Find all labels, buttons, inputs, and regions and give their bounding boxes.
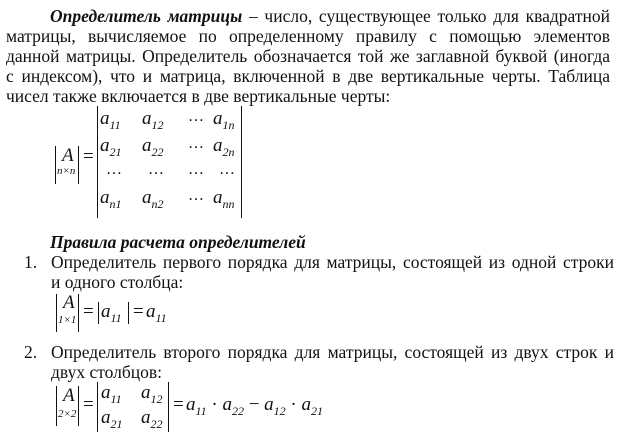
r1-mid: $a_{11}$ bbox=[101, 301, 122, 325]
r1-lhs-index: 1×1 bbox=[58, 314, 77, 326]
rule-2-line-2: двух столбцов: bbox=[51, 362, 163, 382]
matrix-entry: $a_{2n}$ bbox=[213, 135, 235, 159]
matrix-entry: $a_{21}$ bbox=[100, 135, 122, 159]
r1-rhs: $a_{11}$ bbox=[146, 301, 167, 325]
matrix-entry: … bbox=[188, 108, 204, 125]
rule-2-number: 2. bbox=[24, 342, 38, 362]
matrix-entry: $a_{12}$ bbox=[142, 108, 164, 132]
rule-1-line-1: Определитель первого порядка для матрицы, состоящей из одной строки bbox=[51, 252, 614, 272]
rule-2-line-1: Определитель второго порядка для матрицы, состоящей из двух строк и bbox=[51, 342, 614, 362]
rule-1 bbox=[24, 252, 614, 292]
matrix-bar-right bbox=[241, 106, 242, 218]
r2-lhs-index: 2×2 bbox=[58, 408, 77, 420]
r2-eq-1: = bbox=[83, 394, 94, 415]
intro-line-4: с индексом), что и матрица, включенной в две вертикальные черты. Таблица bbox=[6, 66, 610, 86]
intro-paragraph bbox=[6, 6, 610, 106]
intro-line-1: Определитель матрицы – число, существующее только для квадратной bbox=[50, 6, 610, 26]
lhs-bar-right bbox=[78, 146, 79, 184]
intro-line-5: чисел также включается в две вертикальные черты: bbox=[6, 86, 391, 106]
r1-lhs-letter: A bbox=[63, 292, 75, 313]
matrix-entry: $a_{n2}$ bbox=[142, 187, 164, 211]
r1-bar-2 bbox=[78, 294, 79, 332]
r2-matrix-bar-right bbox=[168, 382, 169, 432]
matrix-entry: $a_{n1}$ bbox=[100, 187, 122, 211]
equals-sign: = bbox=[83, 146, 94, 167]
matrix-entry: … bbox=[219, 161, 235, 178]
r2-matrix-entry: $a_{11}$ bbox=[101, 382, 122, 406]
lhs-letter: A bbox=[62, 145, 74, 166]
rule-1-line-2: и одного столбца: bbox=[51, 272, 184, 292]
matrix-bar-left bbox=[97, 106, 98, 218]
r2-matrix-entry: $a_{22}$ bbox=[141, 407, 163, 431]
r2-lhs-letter: A bbox=[63, 385, 75, 406]
rules-heading: Правила расчета определителей bbox=[50, 232, 306, 252]
r2-matrix-bar-left bbox=[97, 382, 98, 432]
matrix-entry: … bbox=[188, 161, 204, 178]
r1-bar-4 bbox=[128, 302, 129, 324]
r2-bar-1 bbox=[56, 386, 57, 426]
matrix-entry: … bbox=[106, 161, 122, 178]
lhs-index: n×n bbox=[57, 165, 76, 177]
r2-bar-2 bbox=[78, 386, 79, 426]
r2-matrix-entry: $a_{21}$ bbox=[101, 407, 123, 431]
matrix-entry: … bbox=[148, 161, 164, 178]
r1-eq-2: = bbox=[133, 301, 144, 322]
r1-bar-1 bbox=[56, 294, 57, 332]
intro-line-3: данной матрицы. Определитель обозначается той же заглавной буквой (иногда bbox=[6, 46, 610, 66]
r2-matrix-entry: $a_{12}$ bbox=[141, 382, 163, 406]
r1-bar-3 bbox=[98, 302, 99, 324]
intro-line-2: матрицы, вычисляемое по определенному правилу с помощью элементов bbox=[6, 26, 610, 46]
formula-general bbox=[0, 104, 624, 220]
matrix-entry: $a_{22}$ bbox=[142, 135, 164, 159]
matrix-entry: $a_{11}$ bbox=[100, 108, 121, 132]
r2-rhs: $a_{11} \cdot a_{22} - a_{12} \cdot a_{21}$ bbox=[186, 394, 323, 418]
r1-eq-1: = bbox=[83, 301, 94, 322]
matrix-entry: … bbox=[188, 135, 204, 152]
r2-eq-2: = bbox=[173, 394, 184, 415]
matrix-entry: … bbox=[188, 187, 204, 204]
matrix-entry: $a_{nn}$ bbox=[213, 187, 235, 211]
rule-1-formula bbox=[0, 290, 300, 334]
matrix-entry: $a_{1n}$ bbox=[213, 108, 235, 132]
rule-2-formula bbox=[0, 380, 400, 434]
definition-term: Определитель матрицы bbox=[50, 6, 243, 26]
rule-1-number: 1. bbox=[24, 252, 38, 272]
rule-2 bbox=[24, 342, 614, 382]
